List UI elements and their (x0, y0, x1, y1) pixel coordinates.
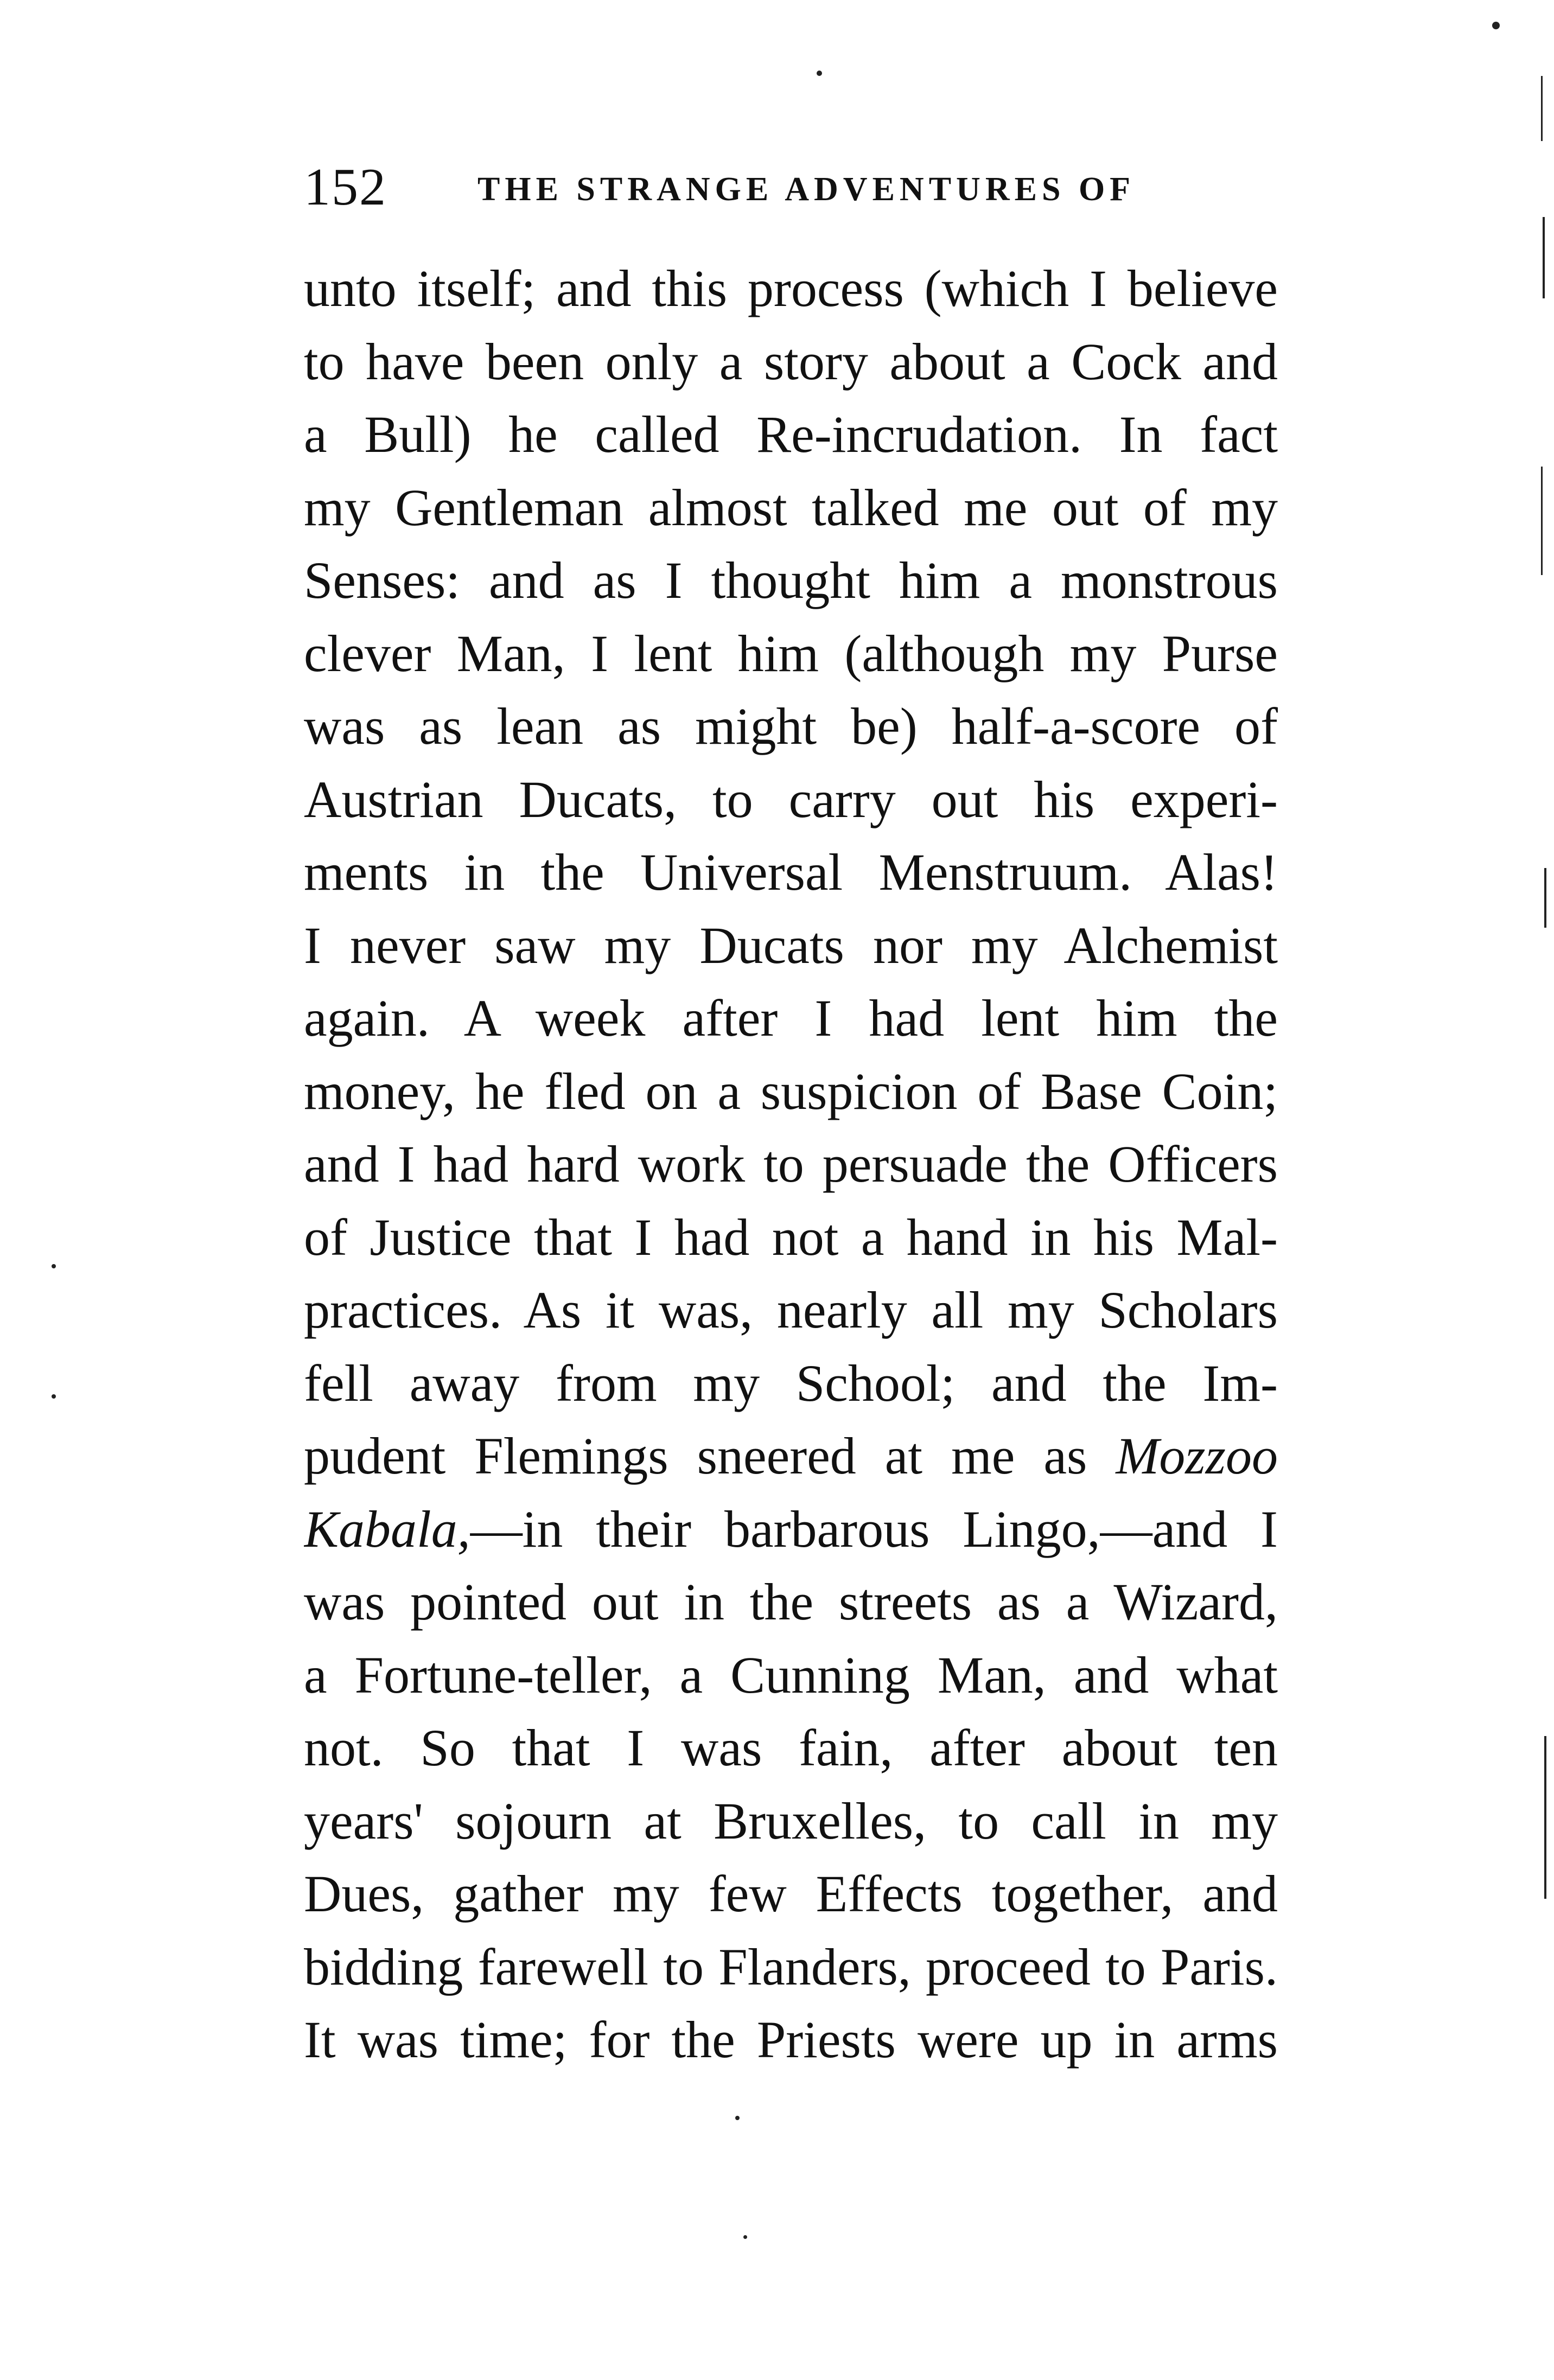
text-line: Dues, gather my few Effects together, and (304, 1865, 1278, 1923)
running-head: THE STRANGE ADVENTURES OF (477, 171, 1136, 208)
scan-speck (743, 2235, 747, 2239)
scan-edge-line (1544, 1736, 1546, 1899)
text-line: a Fortune-teller, a Cunning Man, and what (304, 1645, 1278, 1704)
scan-speck (52, 1264, 56, 1268)
text-line-with-italic (304, 1420, 1278, 1493)
scan-edge-line (1541, 76, 1543, 141)
text-line: unto itself; and this process (which I believe (304, 259, 1278, 317)
text-line: years' sojourn at Bruxelles, to call in my (304, 1791, 1278, 1850)
text-segment: pudent Flemings sneered at me as (304, 1427, 1087, 1485)
text-line: and I had hard work to persuade the Officers (304, 1135, 1278, 1193)
scan-edge-line (1544, 868, 1546, 928)
text-line: clever Man, I lent him (although my Purse (304, 624, 1278, 682)
text-line: fell away from my School; and the Im- (304, 1354, 1278, 1412)
text-line: again. A week after I had lent him the (304, 989, 1278, 1047)
text-line: It was time; for the Priests were up in arms (304, 2011, 1278, 2069)
text-line: not. So that I was fain, after about ten (304, 1719, 1278, 1777)
text-line: ments in the Universal Menstruum. Alas! (304, 843, 1278, 901)
italic-word: Mozzoo (1116, 1427, 1278, 1485)
text-line: money, he fled on a suspicion of Base Coin; (304, 1062, 1278, 1120)
text-line: of Justice that I had not a hand in his Mal- (304, 1208, 1278, 1266)
text-line: to have been only a story about a Cock and (304, 332, 1278, 391)
text-segment: —in their barbarous Lingo,—and I (470, 1500, 1278, 1558)
page-number: 152 (304, 158, 387, 216)
text-line: Senses: and as I thought him a monstrous (304, 551, 1278, 609)
scan-speck (52, 1394, 56, 1399)
scan-edge-line (1541, 467, 1543, 575)
text-line: was pointed out in the streets as a Wizard, (304, 1573, 1278, 1631)
text-line: bidding farewell to Flanders, proceed to Paris. (304, 1937, 1278, 1996)
scan-speck (735, 2116, 740, 2120)
text-line: practices. As it was, nearly all my Scholars (304, 1281, 1278, 1339)
scan-speck (1492, 22, 1500, 29)
scan-speck (817, 71, 822, 76)
text-line-with-italic (304, 1493, 1278, 1566)
text-line: was as lean as might be) half-a-score of (304, 697, 1278, 755)
page-header (304, 152, 1281, 222)
text-line: I never saw my Ducats nor my Alchemist (304, 916, 1278, 974)
scan-edge-line (1543, 217, 1545, 298)
body-text (304, 252, 1278, 2077)
italic-word: Kabala, (304, 1500, 470, 1558)
text-line: Austrian Ducats, to carry out his experi- (304, 770, 1278, 828)
text-line: my Gentleman almost talked me out of my (304, 478, 1278, 537)
text-line: a Bull) he called Re-incrudation. In fact (304, 405, 1278, 463)
